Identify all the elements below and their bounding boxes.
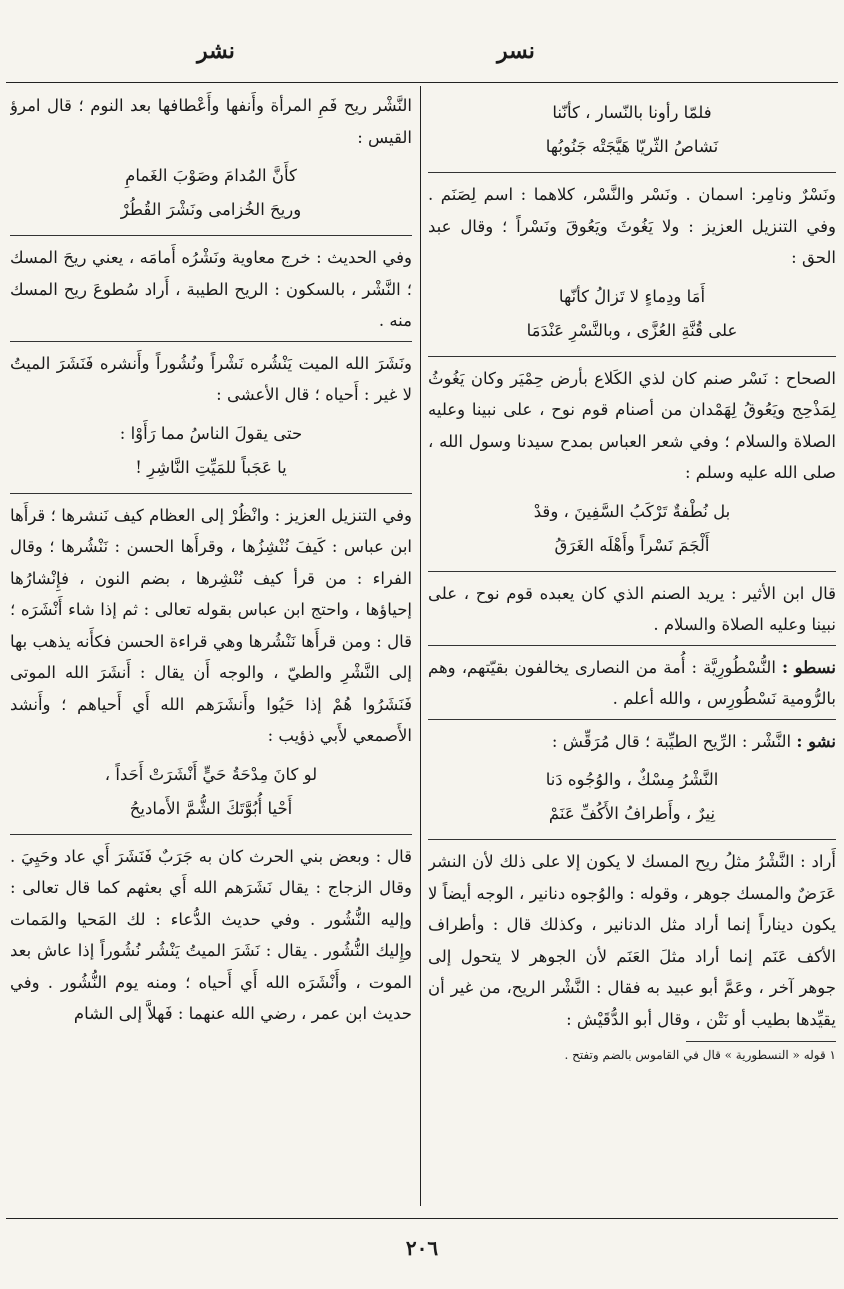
divider [428, 719, 836, 720]
entry-paragraph [428, 726, 836, 758]
divider [428, 172, 836, 173]
paragraph: وفي التنزيل العزيز : وانْظُرْ إلى العظام كيف نَنشرها ؛ قرأَها ابن عباس : كَيفَ نُنْشِزُها ، وقرأَها الحسن : نَنْشُرها ؛ وقال الفراء : من قرأ كيف نُنْشِرها ، بضم النون ، فإِنْشارُها إحياؤها ، واحتج ابن عباس بقوله تعالى : ثم إذا شاء أَنْشَرَه ؛ قال : ومن قرأَها نَنْشُرها وهي قراءة الحسن فكأَنه يذهب بها إلى النَّشْرِ والطيّ ، والوجه أَن يقال : أَنشَرَ الله الموتى فَنَشَرُوا هُمْ إذا حَيُوا وأَنشَرَهم الله أَي أَحياهم ؛ وأَنشد الأَصمعي لأَبي ذؤيب : [10, 505, 412, 745]
page-number: ٢٠٦ [405, 1236, 439, 1260]
paragraph: ونَشَرَ الله الميت يَنْشُره نَشْراً ونُشُوراً وأَنشره فَنَشَرَ الميتُ لا غير : أَحياه ؛ قال الأعشى : [10, 353, 412, 404]
left-column [10, 90, 412, 1200]
divider [10, 493, 412, 494]
paragraph: الصحاح : نَسْر صنم كان لذي الكَلاع بأرض حِمْيَر وكان يَغُوثُ لِمَذْحِج ويَعُوقُ لِهَمْدان من أصنام قوم نوح ، على نبينا وعليه الصلاة والسلام ؛ وفي شعر العباس بمدح سيدنا وسول الله ، صلى الله عليه وسلم : [428, 368, 836, 482]
verse-line: حتى يقولَ الناسُ مما رَأَوْا : [119, 423, 303, 443]
verse-line: نَشاصُ الثّريّا هَيَّجَتْه جَنُوبُها [545, 137, 719, 156]
divider [428, 571, 836, 572]
divider [428, 645, 836, 646]
divider [428, 356, 836, 357]
verse [10, 417, 412, 485]
column-divider [420, 86, 421, 1206]
verse-line: يا عَجَباً للمَيِّتِ النَّاشِرِ ! [135, 457, 287, 477]
verse-line: بل نُطْفةٌ تَرْكَبُ السَّفِينَ ، وقدْ [533, 501, 731, 521]
paragraph: وفي الحديث : خرج معاوية ونَشْرُه أَمامَه ، يعني ريحَ المسك ؛ النَّشْر ، بالسكون : الريح الطيبة ، أَراد سُطوعَ ريح المسك منه . [10, 248, 412, 330]
verse-line: كأَنَّ المُدامَ وصَوْبَ الغَمامِ [125, 166, 297, 185]
verse-line: أَحْيا أُبُوَّتَكَ الشُّمَّ الأَماديحُ [129, 798, 293, 818]
verse [428, 280, 836, 348]
paragraph: ونَسْرٌ ونامِر: اسمان . ونَسْر والنَّسْر، كلاهما : اسم لِصَنَم . وفي التنزيل العزيز : ولا يَغُوثَ ويَعُوقَ ونَسْراً ؛ وقال عبد الحق : [428, 185, 836, 267]
verse [10, 159, 412, 227]
verse-line: فلمّا رأونا بالنّسار ، كأنّنا [552, 103, 712, 122]
divider [10, 235, 412, 236]
top-rule [6, 82, 838, 83]
paragraph: النَّشْر ريح فَمِ المرأة وأَنفها وأَعْطافها بعد النوم ؛ قال امرؤ القيس : [10, 96, 412, 147]
entry-headword: نشو : [796, 731, 836, 751]
paragraph: أَراد : النَّشْرُ مثلُ ريح المسك لا يكون إلا على ذلك لأن النشر عَرَضٌ والمسك جوهر ، وقوله : والوُجوه دنانير ، الوجه أيضاً لا يكون ديناراً إنما أراد مثل الدنانير ، وكذلك قال : وأطراف الأكف عَنَم إنما أراد مثلَ العَنَم لأن الجوهر لا يتحول إلى جوهر آخر ، وعَمَّ أبو عبيد به فقال : النَّشْر الريح، من غير أن يقيِّدها بطيب أو نَتْن ، وقال أبو الدُّقَيْش : [428, 852, 836, 1029]
paragraph: قال : وبعض بني الحرث كان به جَرَبٌ فَنَشَرَ أَي عاد وحَيِيَ . وقال الزجاج : يقال نَشَرَهم الله أَي بعثهم كما قال تعالى : وإليه النُّشُور . وفي حديث الدُّعاء : لك المَحيا والمَمات وإِليك النُّشُور . يقال : نَشَرَ الميتُ يَنْشُر نُشُوراً إذا عاش بعد الموت ، وأَنْشَرَه الله أَي أَحياه ؛ ومنه يوم النُّشُور . وفي حديث ابن عمر ، رضي الله عنهما : فَهلاَّ إلى الشام [10, 846, 412, 1023]
verse-line: على قُنَّةِ العُزَّى ، وبالنَّسْرِ عَنْدَمَا [526, 320, 738, 340]
verse [10, 758, 412, 826]
verse-line: نِيرٌ ، وأَطرافُ الأَكُفِّ عَنَمْ [548, 804, 716, 823]
verse-line: أَلْجَمَ نَسْراً وأَهْلَه الغَرَقُ [554, 535, 710, 555]
divider [10, 834, 412, 835]
entry-text: النَّشْر : الرِّيح الطيِّبة ؛ قال مُرَقِّش : [551, 731, 792, 751]
verse [428, 495, 836, 563]
verse-line: وريحَ الخُزامى ونَشْرَ القُطُرْ [120, 200, 302, 219]
bottom-rule [6, 1218, 838, 1219]
verse [428, 96, 836, 164]
verse-line: النَّشْرُ مِسْكٌ ، والوُجُوه دَنا [545, 770, 719, 789]
verse-line: أَمَا ودِماءٍ لا تَزالُ كأنّها [558, 286, 706, 306]
entry-headword: نسطو : [781, 657, 836, 677]
divider [428, 839, 836, 840]
verse-line: لو كانَ مِدْحَةُ حَيٍّ أَنْشَرَتْ أَحَداً ، [104, 764, 318, 784]
entry-text: النُّسْطُورِيَّة : أُمة من النصارى يخالفون بقيّتهم، وهم بالرُّومية نَسْطُورِس ، والله أعلم . [428, 657, 836, 708]
footnote-rule [686, 1041, 836, 1042]
entry-paragraph [428, 652, 836, 715]
verse [428, 763, 836, 831]
header-left-word: نشر [197, 38, 235, 64]
paragraph: قال ابن الأثير : يريد الصنم الذي كان يعبده قوم نوح ، على نبينا وعليه الصلاة والسلام . [428, 583, 836, 634]
right-column [428, 90, 836, 1200]
footnote: ١ قوله « النسطورية » قال في القاموس بالضم وتفتح . [564, 1048, 836, 1062]
header-right-word: نسر [497, 38, 535, 64]
divider [10, 341, 412, 342]
